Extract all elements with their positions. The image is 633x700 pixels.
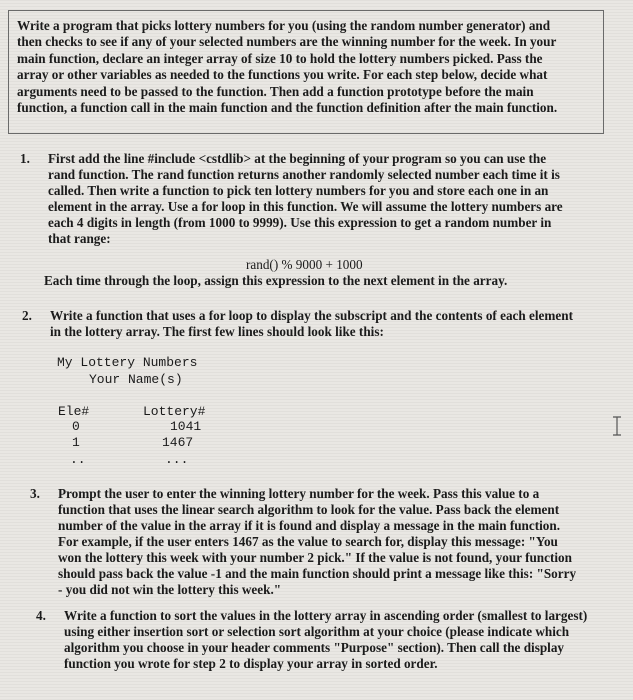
step-2-line: Write a function that uses a for loop to display the subscript and the contents of each element (50, 308, 573, 323)
sample-col-ele-header: Ele# (58, 404, 90, 419)
step-1-line: rand function. The rand function returns another randomly selected number each time it is (48, 167, 560, 182)
intro-line: Write a program that picks lottery numbers for you (using the random number generator) and (17, 18, 551, 33)
step-4-line: algorithm you choose in your header comments "Purpose" section). Then call the display (64, 640, 565, 655)
intro-line: array or other variables as needed to the functions you write. For each step below, decide what (17, 67, 548, 83)
step-2 (22, 308, 602, 342)
intro-line: main function, declare an integer array of size 10 to hold the lottery numbers picked. Pass the (17, 50, 543, 66)
step-3-line: - you did not win the lottery this week." (58, 582, 282, 597)
intro-line: function, a function call in the main function and the function definition after the main function. (17, 100, 558, 116)
step-3-line: For example, if the user enters 1467 as the value to search for, display this message: "You (58, 534, 558, 549)
step-1-line: element in the array. Use a for loop in this function. We will assume the lottery numbers are (48, 199, 563, 214)
step-1-line: each 4 digits in length (from 1000 to 9999). Use this expression to get a random number in (48, 215, 552, 230)
step-3-line: Prompt the user to enter the winning lottery number for the week. Pass this value to a (58, 486, 540, 501)
step-1-number: 1. (20, 151, 30, 166)
step-4-line: using either insertion sort or selection sort algorithm at your choice (please indicate which (64, 624, 570, 639)
intro-paragraph (8, 10, 604, 134)
sample-row-num: 1041 (170, 419, 202, 434)
random-expression: rand() % 9000 + 1000 (246, 257, 363, 272)
step-1-after: Each time through the loop, assign this expression to the next element in the array. (44, 273, 508, 288)
intro-line: then checks to see if any of your selected numbers are the winning number for the week. In your (17, 34, 557, 50)
step-4-line: Write a function to sort the values in the lottery array in ascending order (smallest to largest) (64, 608, 588, 623)
step-1-line: First add the line #include <cstdlib> at the beginning of your program so you can use the (48, 151, 547, 166)
step-3-line: function that uses the linear search algorithm to look for the value. Pass back the element (58, 502, 560, 517)
intro-line: arguments need to be passed to the function. Then add a function prototype before the main (17, 83, 534, 99)
sample-col-lottery-header: Lottery# (143, 404, 206, 419)
step-1-line: that range: (48, 231, 111, 246)
step-3-line: won the lottery this week with your number 2 pick." If the value is not found, your function (58, 550, 572, 565)
step-4-line: function you wrote for step 2 to display your array in sorted order. (64, 656, 438, 671)
step-3 (30, 486, 610, 598)
step-1-line: called. Then write a function to pick ten lottery numbers for you and store each one in an (48, 183, 549, 198)
sample-row-num: 1467 (162, 435, 194, 450)
text-cursor-icon (612, 416, 622, 436)
step-3-line: should pass back the value -1 and the main function should print a message like this: "Sorry (58, 566, 577, 581)
sample-subtitle: Your Name(s) (89, 372, 183, 387)
sample-title: My Lottery Numbers (57, 355, 198, 370)
sample-ellipsis-num: ... (165, 452, 189, 467)
step-4-number: 4. (36, 608, 46, 623)
step-3-number: 3. (30, 486, 40, 501)
sample-ellipsis-ele: .. (70, 452, 86, 467)
step-2-line: in the lottery array. The first few lines should look like this: (50, 324, 384, 339)
sample-row-ele: 1 (72, 435, 80, 450)
step-4 (36, 608, 616, 674)
step-3-line: number of the value in the array if it is found and display a message in the main function. (58, 518, 561, 533)
step-2-number: 2. (22, 308, 32, 323)
sample-row-ele: 0 (72, 419, 80, 434)
